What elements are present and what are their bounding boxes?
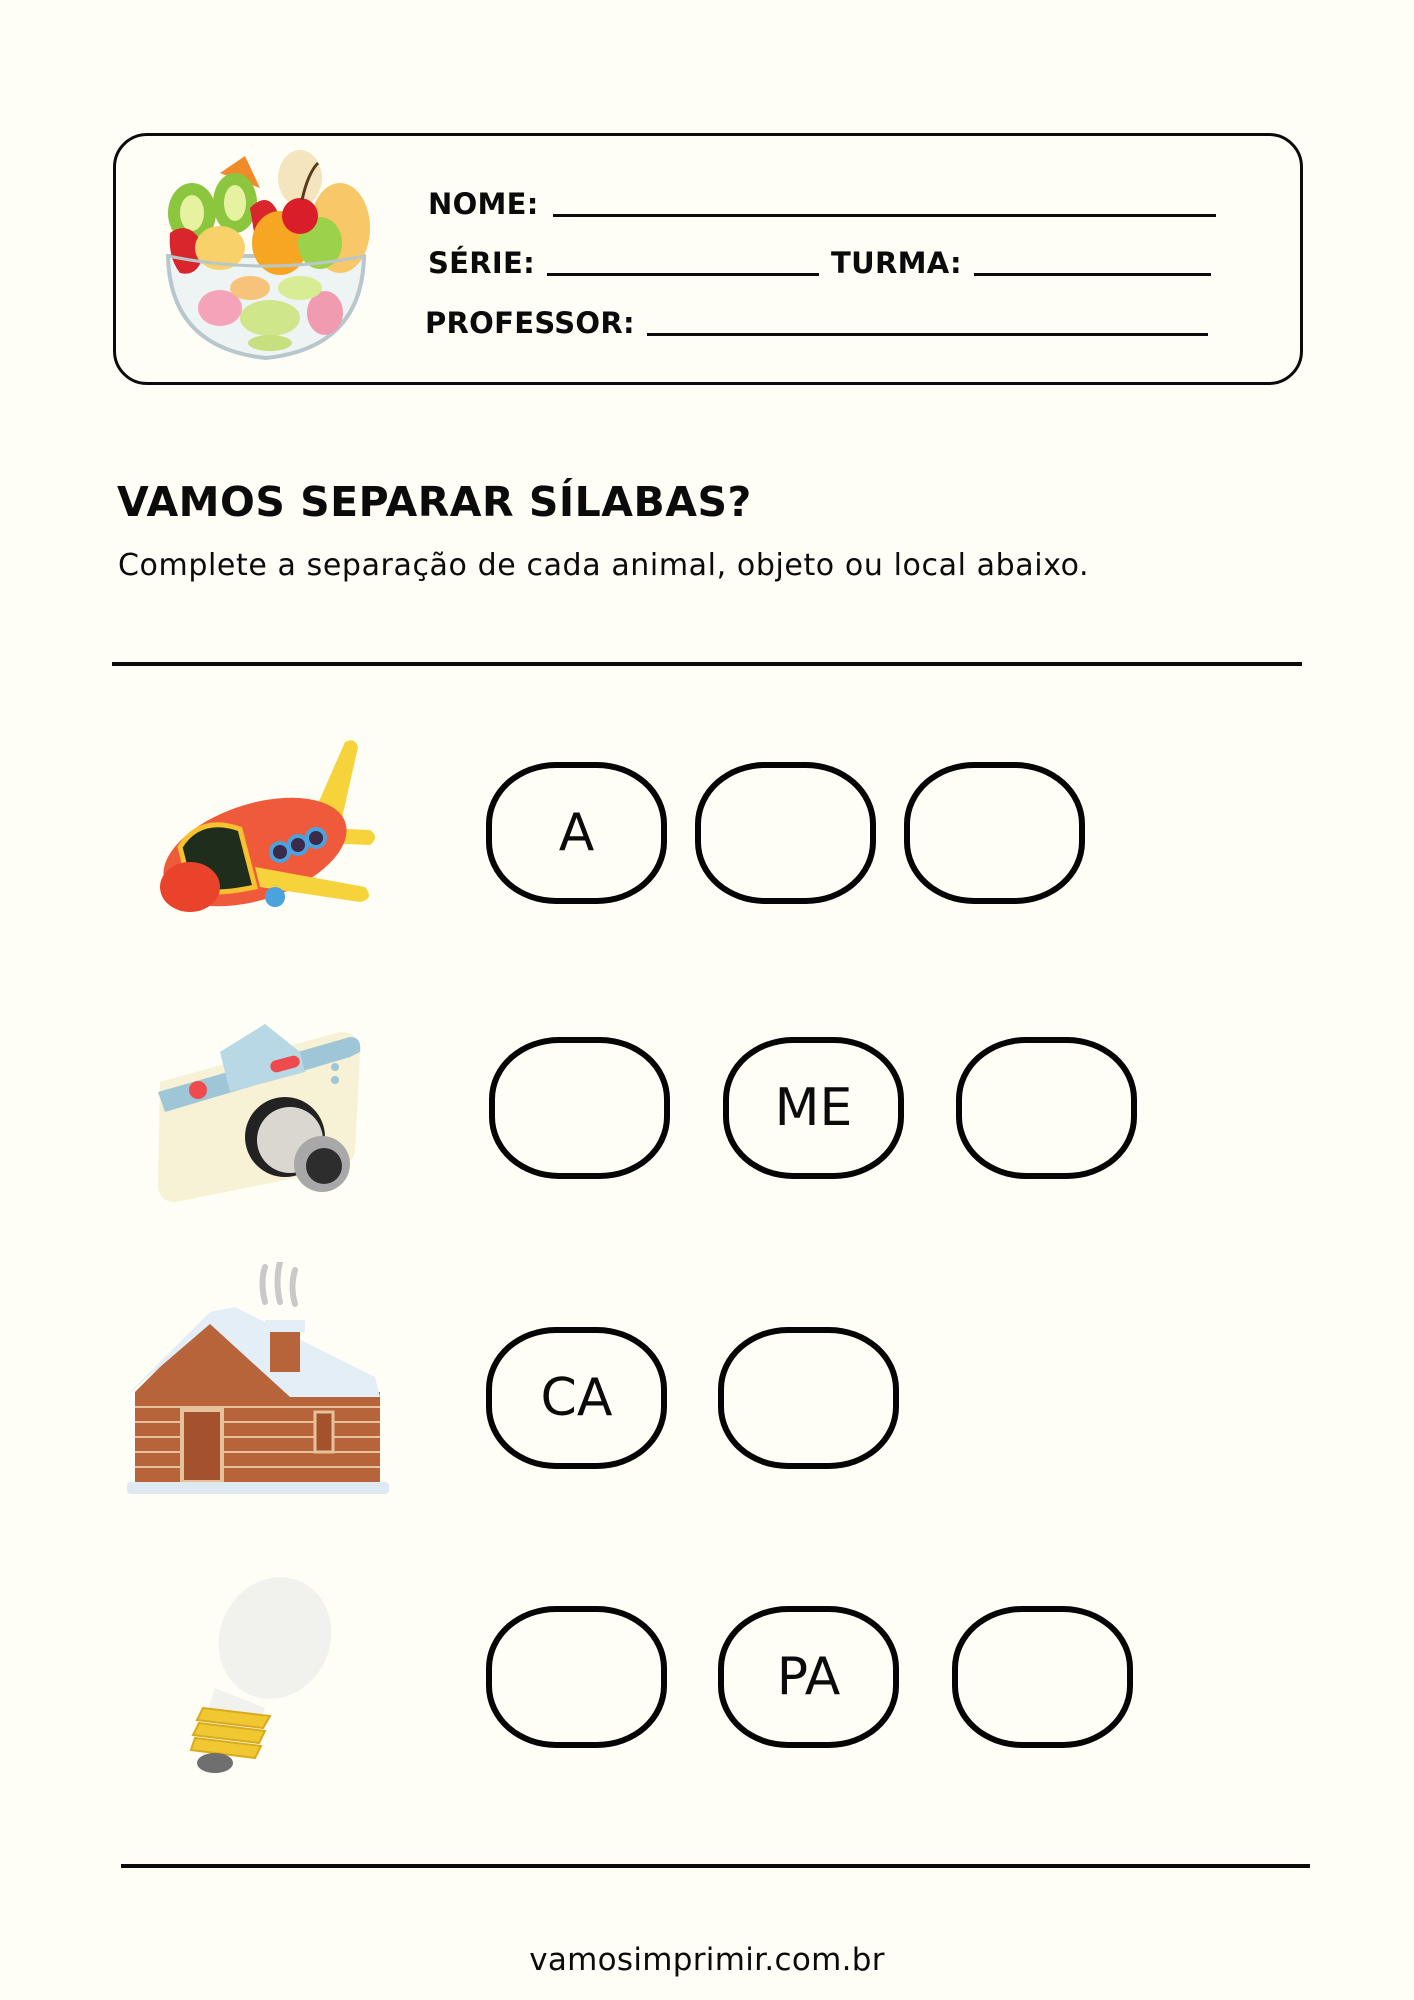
- teacher-blank-line[interactable]: [647, 333, 1208, 336]
- teacher-field[interactable]: [425, 306, 1208, 340]
- class-label: TURMA:: [831, 246, 962, 280]
- syllable-box[interactable]: [904, 762, 1085, 904]
- syllable-box[interactable]: A: [486, 762, 667, 904]
- page-title: VAMOS SEPARAR SÍLABAS?: [117, 478, 752, 526]
- grade-class-field-row: [428, 246, 1211, 280]
- grade-label: SÉRIE:: [428, 246, 536, 280]
- fruit-salad-bowl-icon: [150, 148, 382, 368]
- log-cabin-icon: [125, 1262, 391, 1498]
- name-label: NOME:: [428, 187, 539, 221]
- syllable-box[interactable]: PA: [718, 1606, 899, 1748]
- name-field[interactable]: [428, 187, 1216, 221]
- top-divider: [112, 662, 1302, 666]
- grade-blank-line[interactable]: [547, 273, 819, 276]
- syllable-box[interactable]: CA: [486, 1327, 667, 1469]
- syllable-box[interactable]: [486, 1606, 667, 1748]
- bottom-divider: [121, 1864, 1310, 1868]
- syllable-box[interactable]: ME: [723, 1037, 904, 1179]
- class-blank-line[interactable]: [974, 273, 1211, 276]
- syllable-box[interactable]: [718, 1327, 899, 1469]
- footer-site-link[interactable]: vamosimprimir.com.br: [529, 1942, 885, 1978]
- syllable-box[interactable]: [952, 1606, 1133, 1748]
- instructions-text: Complete a separação de cada animal, objeto ou local abaixo.: [118, 548, 1090, 583]
- camera-icon: [150, 1012, 368, 1202]
- airplane-icon: [150, 737, 382, 919]
- syllable-box[interactable]: [489, 1037, 670, 1179]
- name-blank-line[interactable]: [553, 214, 1216, 217]
- syllable-box[interactable]: [695, 762, 876, 904]
- syllable-box[interactable]: [956, 1037, 1137, 1179]
- teacher-label: PROFESSOR:: [425, 306, 635, 340]
- lightbulb-icon: [175, 1568, 335, 1776]
